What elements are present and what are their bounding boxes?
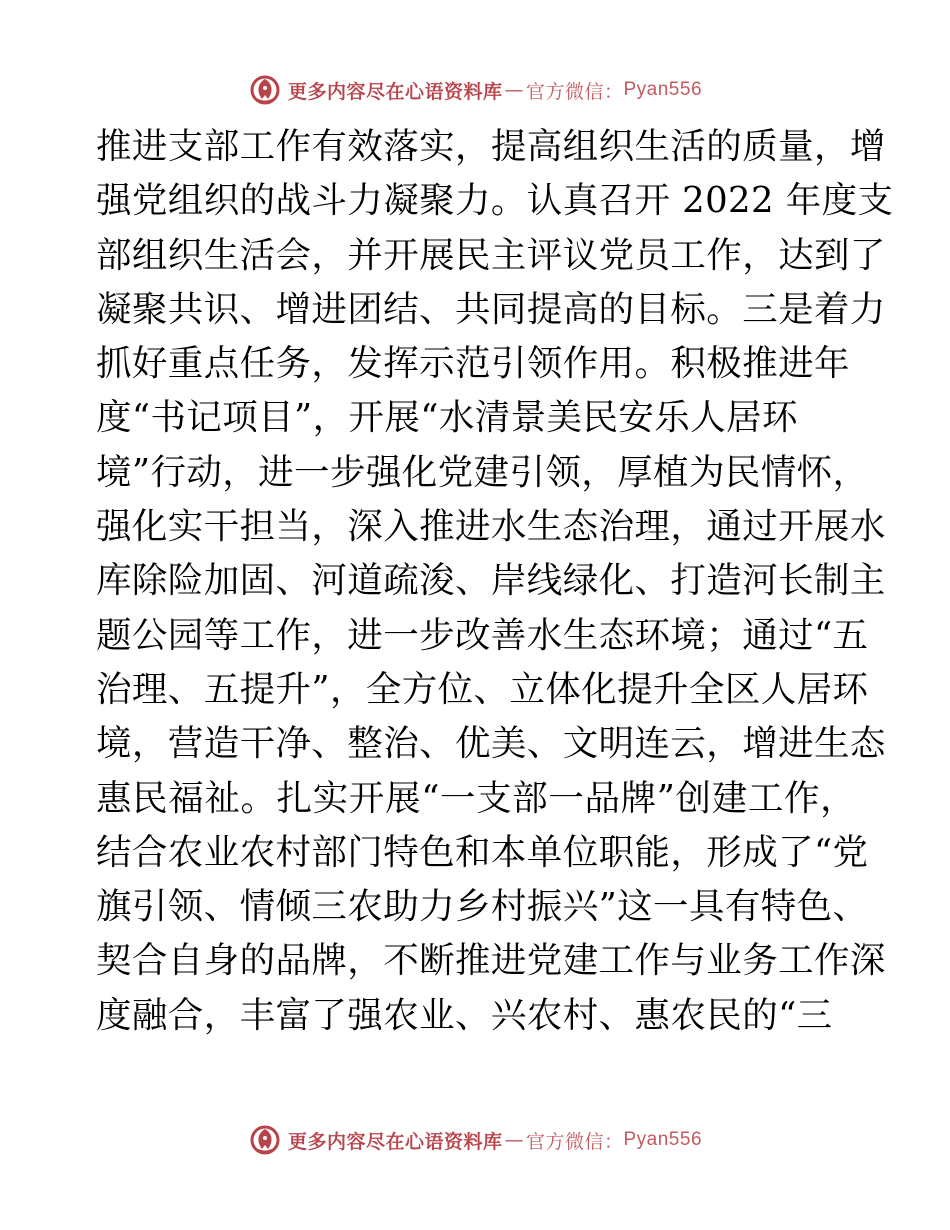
header-banner xyxy=(0,72,950,108)
banner-dash: — xyxy=(504,79,524,101)
text-line: 抓好重点任务，发挥示范引领作用。积极推进年 xyxy=(96,343,850,385)
text-line: 凝聚共识、增进团结、共同提高的目标。三是着力 xyxy=(96,288,886,330)
text-line: 度融合，丰富了强农业、兴农村、惠农民的“三 xyxy=(96,994,833,1036)
banner-wechat-id: Pyan556 xyxy=(623,79,703,100)
text-line: 境”行动，进一步强化党建引领，厚植为民情怀， xyxy=(96,451,869,493)
text-line: 库除险加固、河道疏浚、岸线绿化、打造河长制主 xyxy=(96,560,886,602)
text-line: 部组织生活会，并开展民主评议党员工作，达到了 xyxy=(96,234,886,276)
text-line: 题公园等工作，进一步改善水生态环境；通过“五 xyxy=(96,614,869,656)
text-line: 惠民福祉。扎实开展“一支部一品牌”创建工作， xyxy=(96,777,856,819)
banner-title: 更多内容尽在心语资料库 xyxy=(287,80,503,103)
text-line: 旗引领、情倾三农助力乡村振兴”这一具有特色、 xyxy=(96,886,869,928)
banner-wechat-id: Pyan556 xyxy=(623,1129,703,1150)
banner-wechat-label: 官方微信： xyxy=(525,80,624,103)
pen-nib-circle-icon xyxy=(248,1123,282,1157)
text-line: 治理、五提升”，全方位、立体化提升全区人居环 xyxy=(96,668,869,710)
footer-banner xyxy=(0,1122,950,1158)
text-line: 强党组织的战斗力凝聚力。认真召开 2022 年度支 xyxy=(96,180,894,222)
banner-dash: — xyxy=(504,1129,524,1151)
text-line: 度“书记项目”，开展“水清景美民安乐人居环 xyxy=(96,397,798,439)
text-line: 契合自身的品牌，不断推进党建工作与业务工作深 xyxy=(96,940,886,982)
body-text xyxy=(96,120,894,1043)
text-line: 境，营造干净、整治、优美、文明连云，增进生态 xyxy=(96,723,886,765)
text-line: 推进支部工作有效落实，提高组织生活的质量，增 xyxy=(96,126,886,167)
text-line: 结合农业农村部门特色和本单位职能，形成了“党 xyxy=(96,831,869,873)
banner-title: 更多内容尽在心语资料库 xyxy=(287,1130,503,1153)
text-line: 强化实干担当，深入推进水生态治理，通过开展水 xyxy=(96,506,886,548)
banner-wechat-label: 官方微信： xyxy=(525,1130,624,1153)
pen-nib-circle-icon xyxy=(248,73,282,107)
